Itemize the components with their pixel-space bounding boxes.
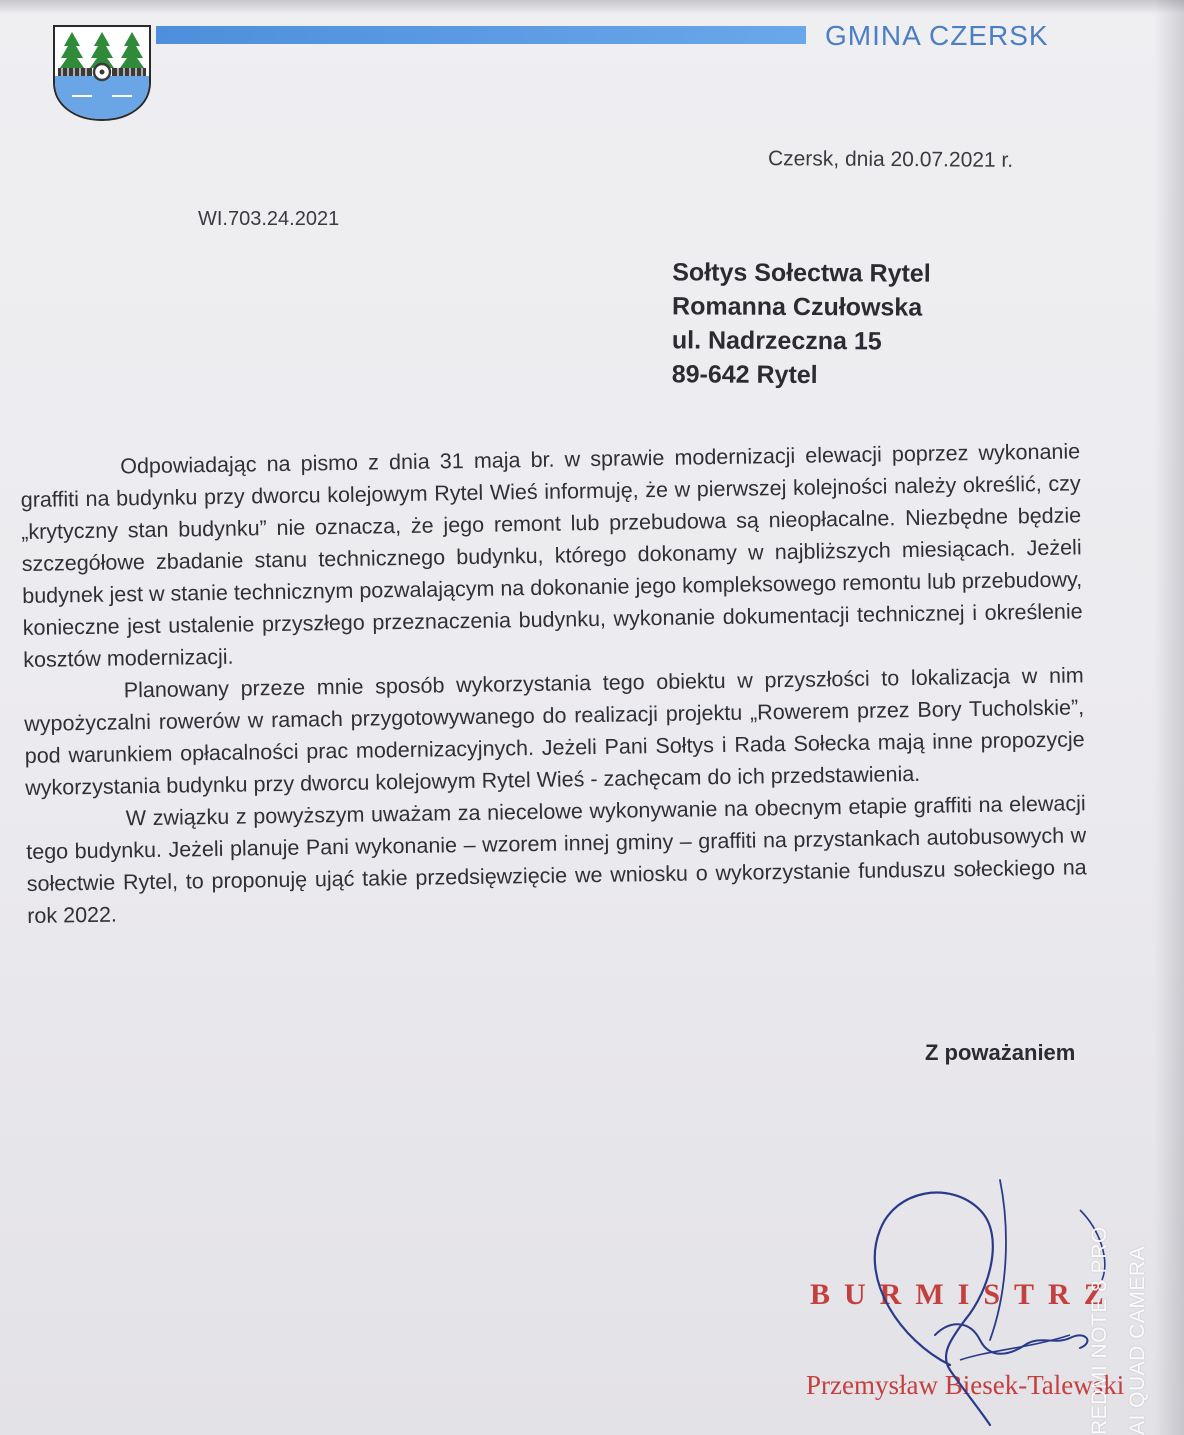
stamp-title: BURMISTRZ xyxy=(810,1278,1118,1311)
coat-of-arms-icon xyxy=(52,24,152,122)
paper-fold-shadow xyxy=(0,0,1184,14)
recipient-line: Sołtys Sołectwa Rytel xyxy=(672,258,931,288)
camera-watermark-line2: AI QUAD CAMERA xyxy=(1126,1245,1149,1435)
recipient-line: 89-642 Rytel xyxy=(671,360,818,390)
reference-number: WI.703.24.2021 xyxy=(198,208,340,230)
recipient-line: ul. Nadrzeczna 15 xyxy=(671,326,882,356)
municipality-name: GMINA CZERSK xyxy=(825,20,1049,51)
letter-body xyxy=(20,435,1087,932)
closing-salutation: Z poważaniem xyxy=(925,1040,1076,1065)
camera-watermark-line1: REDMI NOTE 8 PRO xyxy=(1088,1226,1111,1435)
body-paragraph: Odpowiadając na pismo z dnia 31 maja br. w sprawie modernizacji elewacji poprzez wykonanie graffiti na budynku przy dworcu kolejowym Rytel Wieś informuję, że w pierwszej kolejności należy określić, czy „krytyczny stan budynku” nie oznacza, że jego remont lub przebudowa są nieopłacalne. Niezbędne będzie szczegółowe zbadanie stanu technicznego budynku, którego dokonamy w najbliższych miesiącach. Jeżeli budynek jest w stanie technicznym pozwalającym na dokonanie jego kompleksowego remontu lub przebudowy, konieczne jest ustalenie przyszłego przeznaczenia budynku, wykonanie dokumentacji technicznej i określenie kosztów modernizacji. xyxy=(20,439,1083,672)
body-paragraph: Planowany przeze mnie sposób wykorzystania tego obiektu w przyszłości to lokalizacja w nim wypożyczalni rowerów w ramach przygotowywanego do realizacji projektu „Rowerem przez Bory Tucholskie”, pod warunkiem opłacalności prac modernizacyjnych. Jeżeli Pani Sołtys i Rada Sołecka mają inne propozycje wykorzystania budynku przy dworcu kolejowym Rytel Wieś - zachęcam do ich przedstawienia. xyxy=(24,663,1085,800)
place-and-date: Czersk, dnia 20.07.2021 r. xyxy=(767,147,1014,172)
header-accent-bar xyxy=(156,26,806,44)
recipient-line: Romanna Czułowska xyxy=(672,292,923,322)
recipient-address xyxy=(672,255,931,392)
body-paragraph: W związku z powyższym uważam za niecelowe wykonywanie na obecnym etapie graffiti na elewacji tego budynku. Jeżeli planuje Pani wykonanie – wzorem innej gminy – graffiti na przystankach autobusowych w sołectwie Rytel, to proponuję ująć takie przedsięwzięcie we wniosku o wykorzystanie funduszu sołeckiego na rok 2022. xyxy=(26,791,1087,928)
stamp-name: Przemysław Biesek-Talewski xyxy=(806,1370,1125,1400)
paper-edge-shadow xyxy=(1154,0,1184,1435)
